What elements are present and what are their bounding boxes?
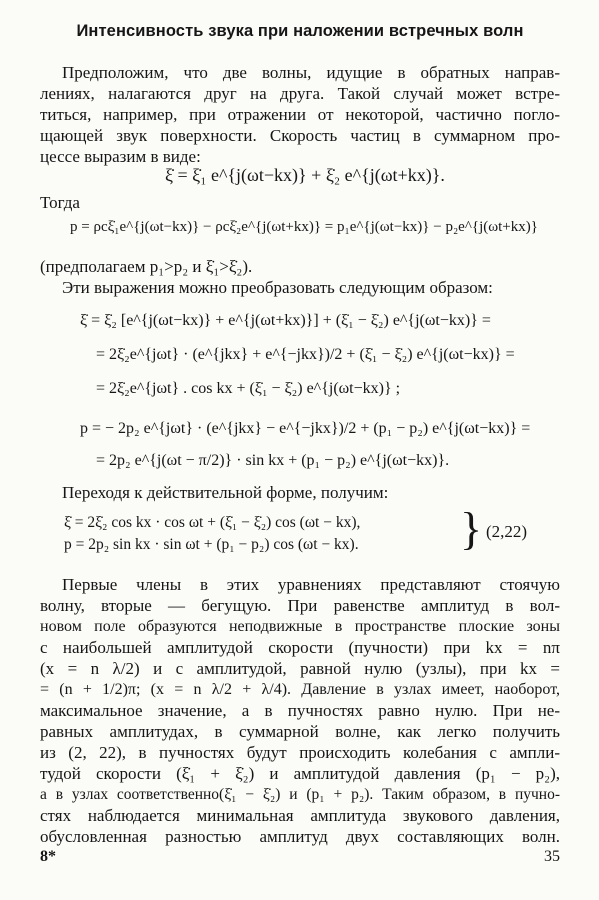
text-line: = (n + 1/2)π; (x = n λ/2 + λ/4). Давление в узлах имеет, наоборот, (40, 681, 560, 698)
text-line: Переходя к действительной форме, получим: (62, 483, 389, 502)
equation-line: ξ̇ = ξ̇₂ [e^{j(ωt−kx)} + e^{j(ωt+kx)}] + (ξ̇₁ − ξ̇₂) e^{j(ωt−kx)} = (80, 312, 491, 329)
equation-line: = 2p₂ e^{j(ωt − π/2)} · sin kx + (p₁ − p₂) e^{j(ωt−kx)}. (96, 452, 450, 469)
equation-pressure: p = ρcξ̇₁e^{j(ωt−kx)} − ρcξ̇₂e^{j(ωt+kx)} = p₁e^{j(ωt−kx)} − p₂e^{j(ωt+kx)} (70, 219, 538, 235)
text-togda: Тогда (40, 193, 80, 212)
equation-number: (2,22) (486, 522, 528, 541)
system-line: p = 2p₂ sin kx · sin ωt + (p₁ − p₂) cos (ωt − kx). (64, 536, 359, 553)
text-line: из (2, 22), в пучностях будут происходить колебания с ампли- (40, 743, 560, 762)
transition-line (40, 482, 560, 503)
text-line: Эти выражения можно преобразовать следующим образом: (62, 278, 493, 297)
conclusion-paragraph (40, 574, 560, 847)
page-number: 35 (544, 848, 560, 865)
text-line: максимальное значение, а в пучностях равно нулю. При не- (40, 701, 560, 720)
section-title: Интенсивность звука при наложении встречных волн (76, 22, 524, 40)
text-line: волну, вторые — бегущую. При равенстве амплитуд в вол- (40, 596, 560, 615)
equation-velocity: ξ̇ = ξ̇₁ e^{j(ωt−kx)} + ξ̇₂ e^{j(ωt+kx)}. (165, 165, 445, 185)
signature-mark: 8* (40, 848, 56, 865)
text-line: Первые члены в этих уравнениях представляют стоячую (62, 575, 560, 594)
text-line: равных амплитудах, в суммарной волне, как легко получить (40, 722, 560, 741)
text-line: щающей звук поверхности. Скорость частиц в суммарном про- (40, 126, 560, 145)
text-line: лениях, налагаются друг на друга. Такой случай может встре- (40, 84, 560, 103)
text-line: а в узлах соответственно(ξ̇₁ − ξ̇₂) и (p₁ + p₂). Таким образом, в пучно- (40, 786, 560, 803)
right-brace: } (460, 503, 483, 554)
assumption-line (40, 256, 560, 298)
equation-line: = 2ξ̇₂e^{jωt} . cos kx + (ξ̇₁ − ξ̇₂) e^{j(ωt−kx)} ; (96, 380, 401, 397)
text-line: с наибольшей амплитудой скорости (пучности) при kx = nπ (40, 638, 560, 657)
text-line: цессе выразим в виде: (40, 147, 201, 166)
system-line: ξ̇ = 2ξ̇₂ cos kx · cos ωt + (ξ̇₁ − ξ̇₂) cos (ωt − kx), (64, 514, 361, 531)
text-line: тудой скорости (ξ̇₁ + ξ̇₂) и амплитудой давления (p₁ − p₂), (40, 764, 560, 783)
book-page (40, 0, 560, 900)
text-line: (x = n λ/2) и с амплитудой, равной нулю (узлы), при kx = (40, 659, 560, 678)
equation-line: = 2ξ̇₂e^{jωt} · (e^{jkx} + e^{−jkx})/2 + (ξ̇₁ − ξ̇₂) e^{j(ωt−kx)} = (96, 346, 515, 363)
text-line: обусловленная разностью амплитуд двух составляющих волн. (40, 827, 560, 846)
text-line: Предположим, что две волны, идущие в обратных направ- (62, 63, 560, 82)
equation-line: p = − 2p₂ e^{jωt} · (e^{jkx} − e^{−jkx})/2 + (p₁ − p₂) e^{j(ωt−kx)} = (80, 420, 531, 437)
text-line: титься, например, при отражении от некоторой, частично погло- (40, 105, 560, 124)
text-line: (предполагаем p₁>p₂ и ξ̇₁>ξ̇₂). (40, 257, 253, 276)
text-line: стях наблюдается минимальная амплитуда звукового давления, (40, 806, 560, 825)
intro-paragraph (40, 62, 560, 167)
text-line: новом поле образуются неподвижные в пространстве плоские зоны (40, 618, 560, 635)
